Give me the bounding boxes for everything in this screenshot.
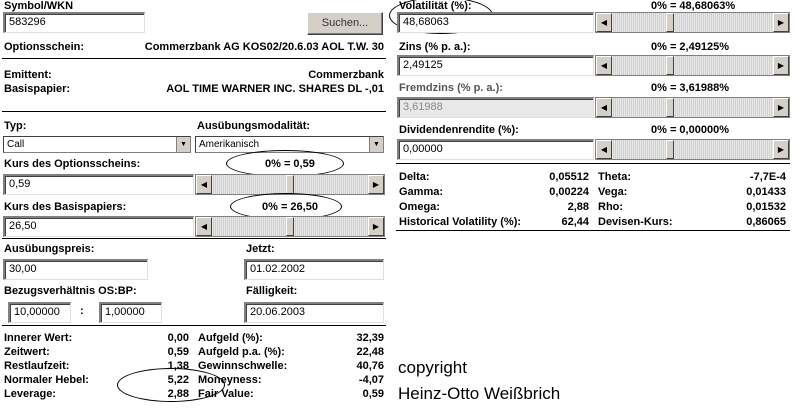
result-row — [4, 345, 189, 359]
dividendenrendite-input[interactable]: 0,00000 — [397, 139, 594, 160]
arrow-right-icon[interactable]: ▶ — [368, 175, 384, 194]
greek-label: Delta: — [399, 171, 430, 183]
result-row — [198, 359, 384, 373]
kurs-basis-slider[interactable] — [195, 216, 385, 237]
jetzt-label: Jetzt: — [246, 243, 275, 255]
faelligkeit-label: Fälligkeit: — [246, 285, 298, 297]
result-row — [198, 331, 384, 345]
result-label: Fair Value: — [198, 388, 254, 400]
copyright-author: Heinz-Otto Weißbrich — [398, 384, 561, 403]
slider-thumb[interactable] — [666, 98, 674, 117]
dividendenrendite-slider[interactable] — [595, 139, 790, 160]
slider-thumb[interactable] — [666, 140, 674, 159]
greek-row — [598, 170, 786, 185]
greek-row — [598, 200, 786, 215]
greek-label: Rho: — [598, 201, 624, 213]
greek-label: Omega: — [399, 201, 440, 213]
annotation-circle — [226, 150, 344, 177]
result-value: 22,48 — [356, 346, 384, 358]
arrow-left-icon[interactable]: ◀ — [596, 13, 612, 32]
greek-row — [399, 185, 589, 200]
slider-thumb[interactable] — [666, 56, 674, 75]
greek-label: Theta: — [598, 171, 631, 183]
result-value: 0,59 — [362, 388, 384, 400]
result-row — [198, 373, 384, 387]
greek-row — [399, 170, 589, 185]
slider-thumb[interactable] — [286, 217, 294, 236]
result-value: 0,59 — [167, 346, 189, 358]
jetzt-input[interactable]: 01.02.2002 — [244, 259, 384, 280]
greek-value: 0,00224 — [549, 186, 589, 198]
arrow-right-icon[interactable]: ▶ — [368, 217, 384, 236]
result-value: 0,00 — [167, 332, 189, 344]
arrow-left-icon[interactable]: ◀ — [196, 175, 212, 194]
ratio-separator: : — [80, 305, 84, 317]
kurs-os-readout: 0% = 0,59 — [265, 158, 315, 170]
typ-select[interactable] — [3, 136, 191, 153]
result-label: Innerer Wert: — [4, 332, 73, 344]
arrow-right-icon[interactable]: ▶ — [773, 13, 789, 32]
greek-row — [399, 215, 589, 230]
symbol-label: Symbol/WKN — [4, 0, 74, 12]
divider — [2, 58, 386, 59]
bezugsverhaeltnis-label: Bezugsverhältnis OS:BP: — [4, 285, 137, 297]
result-label: Leverage: — [4, 388, 56, 400]
divider — [2, 111, 386, 112]
bezugsverhaeltnis-os-input[interactable]: 10,00000 — [8, 302, 71, 323]
results-right — [198, 331, 384, 401]
result-label: Aufgeld p.a. (%): — [198, 346, 285, 358]
ausuebungsmodalitaet-select-value: Amerikanisch — [199, 139, 260, 150]
greek-label: Vega: — [598, 186, 628, 198]
fremdzins-slider[interactable] — [595, 97, 790, 118]
result-row — [4, 331, 189, 345]
slider-thumb[interactable] — [666, 13, 674, 32]
symbol-input[interactable]: 583296 — [3, 12, 145, 33]
zins-readout: 0% = 2,49125% — [651, 41, 729, 53]
fremdzins-readout: 0% = 3,61988% — [651, 82, 729, 94]
result-row — [198, 345, 384, 359]
chevron-down-icon[interactable]: ▼ — [176, 137, 190, 152]
dividendenrendite-label: Dividendenrendite (%): — [399, 124, 519, 136]
arrow-left-icon[interactable]: ◀ — [596, 98, 612, 117]
greek-value: 0,01532 — [746, 201, 786, 213]
greek-row — [399, 200, 589, 215]
emittent-label: Emittent: — [4, 69, 52, 81]
volatilitaet-readout: 0% = 48,68063% — [651, 0, 736, 12]
result-value: 5,22 — [167, 374, 189, 386]
optionsschein-label: Optionsschein: — [4, 41, 85, 53]
annotation-circle — [117, 368, 225, 402]
result-value: 40,76 — [356, 360, 384, 372]
result-label: Restlaufzeit: — [4, 360, 70, 372]
chevron-down-icon[interactable]: ▼ — [369, 137, 383, 152]
basispapier-label: Basispapier: — [4, 83, 71, 95]
greek-value: 0,01433 — [746, 186, 786, 198]
result-row — [198, 387, 384, 401]
result-value: 2,88 — [167, 388, 189, 400]
arrow-right-icon[interactable]: ▶ — [773, 140, 789, 159]
ausuebungsmodalitaet-label: Ausübungsmodalität: — [197, 120, 311, 132]
typ-label: Typ: — [4, 120, 27, 132]
greek-value: -7,7E-4 — [749, 171, 786, 183]
greek-row — [598, 215, 786, 230]
slider-thumb[interactable] — [286, 175, 294, 194]
typ-select-value: Call — [7, 139, 25, 150]
volatilitaet-slider[interactable] — [595, 12, 790, 33]
fremdzins-label: Fremdzins (% p. a.): — [399, 82, 503, 94]
greeks-left — [399, 170, 589, 230]
divider — [2, 325, 386, 326]
volatilitaet-label: Volatilität (%): — [399, 0, 472, 12]
result-label: Aufgeld (%): — [198, 332, 263, 344]
zins-input[interactable]: 2,49125 — [397, 55, 594, 76]
kurs-os-label: Kurs des Optionsscheins: — [4, 158, 141, 170]
greek-value: 2,88 — [567, 201, 589, 213]
greeks-right — [598, 170, 786, 230]
divider — [2, 238, 386, 239]
greek-row — [598, 185, 786, 200]
arrow-right-icon[interactable]: ▶ — [773, 56, 789, 75]
divider — [396, 230, 790, 231]
copyright-label: copyright — [398, 358, 467, 377]
zins-label: Zins (% p. a.): — [399, 41, 471, 53]
optionsschein-value: Commerzbank AG KOS02/20.6.03 AOL T.W. 30 — [144, 41, 384, 53]
arrow-right-icon[interactable]: ▶ — [773, 98, 789, 117]
divider — [396, 163, 790, 164]
bezugsverhaeltnis-bp-input[interactable]: 1,00000 — [99, 302, 162, 323]
ausuebungspreis-input[interactable]: 30,00 — [3, 259, 148, 280]
result-label: Zeitwert: — [4, 346, 50, 358]
arrow-left-icon[interactable]: ◀ — [596, 56, 612, 75]
dividendenrendite-readout: 0% = 0,00000% — [651, 124, 729, 136]
arrow-left-icon[interactable]: ◀ — [596, 140, 612, 159]
greek-label: Devisen-Kurs: — [598, 216, 673, 228]
result-value: 32,39 — [356, 332, 384, 344]
greek-label: Gamma: — [399, 186, 444, 198]
kurs-basis-label: Kurs des Basispapiers: — [4, 201, 127, 213]
result-value: -4,07 — [358, 374, 384, 386]
basispapier-value: AOL TIME WARNER INC. SHARES DL -,01 — [166, 83, 384, 95]
result-label: Gewinnschwelle: — [198, 360, 288, 372]
result-value: 1,38 — [167, 360, 189, 372]
faelligkeit-input[interactable]: 20.06.2003 — [244, 302, 384, 323]
kurs-basis-input[interactable]: 26,50 — [3, 216, 194, 237]
emittent-value: Commerzbank — [308, 69, 384, 81]
greek-label: Historical Volatility (%): — [399, 216, 522, 228]
zins-slider[interactable] — [595, 55, 790, 76]
ausuebungspreis-label: Ausübungspreis: — [4, 243, 95, 255]
volatilitaet-input[interactable]: 48,68063 — [397, 12, 594, 33]
kurs-os-slider[interactable] — [195, 174, 385, 195]
result-label: Moneyness: — [198, 374, 262, 386]
search-button[interactable]: Suchen... — [307, 12, 383, 35]
greek-value: 0,86065 — [746, 216, 786, 228]
greek-value: 62,44 — [561, 216, 589, 228]
fremdzins-input: 3,61988 — [397, 97, 594, 118]
kurs-os-input[interactable]: 0,59 — [3, 174, 194, 195]
arrow-left-icon[interactable]: ◀ — [196, 217, 212, 236]
result-label: Normaler Hebel: — [4, 374, 89, 386]
kurs-basis-readout: 0% = 26,50 — [262, 201, 318, 213]
greek-value: 0,05512 — [549, 171, 589, 183]
